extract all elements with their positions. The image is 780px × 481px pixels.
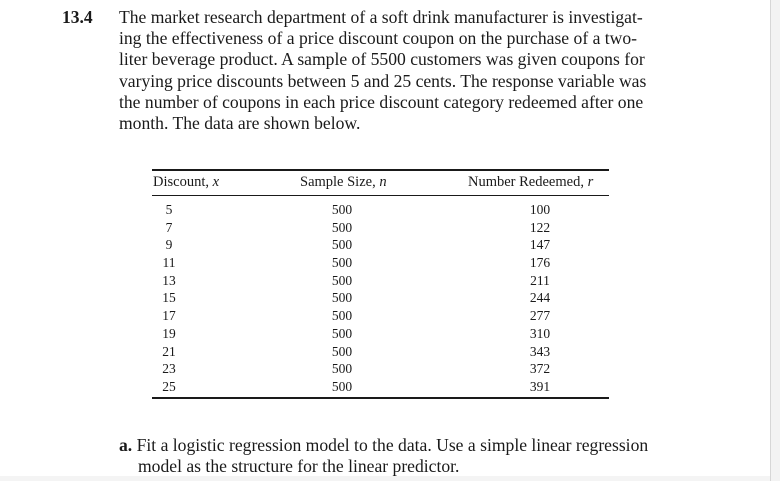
- sample-size-cell: 500: [331, 343, 353, 359]
- number-redeemed-column: [520, 201, 560, 396]
- sample-size-cell: 500: [331, 290, 353, 306]
- redeemed-cell: 372: [529, 361, 551, 377]
- discount-cell: 13: [162, 272, 176, 288]
- side-panel: [771, 0, 780, 481]
- discount-cell: 23: [162, 361, 176, 377]
- cut-off-text-edge: [119, 476, 639, 481]
- header-sample-size-variable: n: [379, 174, 387, 190]
- redeemed-cell: 391: [529, 378, 551, 394]
- problem-statement: [119, 7, 664, 134]
- header-number-redeemed: [468, 173, 593, 191]
- header-number-redeemed-variable: r: [587, 174, 594, 190]
- discount-cell: 11: [162, 255, 176, 271]
- redeemed-cell: 211: [530, 272, 550, 288]
- sample-size-cell: 500: [331, 255, 353, 271]
- discount-cell: 25: [162, 378, 176, 394]
- header-discount-variable: x: [212, 174, 220, 190]
- part-a-first-line: [119, 435, 679, 456]
- part-a-line1: Fit a logistic regression model to the data. Use a simple linear regression: [136, 435, 649, 455]
- part-a-question: [119, 435, 679, 476]
- part-a-line2: model as the structure for the linear predictor.: [138, 455, 460, 476]
- sample-size-cell: 500: [331, 308, 353, 324]
- redeemed-cell: 176: [529, 255, 551, 271]
- sample-size-cell: 500: [331, 272, 353, 288]
- header-number-redeemed-label: Number Redeemed,: [468, 174, 588, 190]
- sample-size-cell: 500: [331, 378, 353, 394]
- redeemed-cell: 343: [529, 343, 551, 359]
- sample-size-cell: 500: [331, 237, 353, 253]
- redeemed-cell: 122: [529, 219, 551, 235]
- discount-cell: 15: [162, 290, 176, 306]
- sample-size-cell: 500: [331, 202, 353, 217]
- discount-cell: 19: [162, 325, 176, 341]
- redeemed-cell: 100: [529, 202, 551, 217]
- discount-cell: 17: [162, 308, 176, 324]
- problem-line: month. The data are shown below.: [119, 113, 361, 134]
- problem-line: the number of coupons in each price discount category redeemed after one: [119, 91, 644, 112]
- header-sample-size: [300, 173, 387, 191]
- coupon-data-table: [152, 169, 609, 399]
- sample-size-column: [322, 201, 362, 396]
- problem-line: The market research department of a soft drink manufacturer is investigat-: [119, 7, 643, 27]
- problem-line: varying price discounts between 5 and 25 cents. The response variable was: [119, 70, 647, 91]
- redeemed-cell: 147: [529, 237, 551, 253]
- table-header-rule: [152, 195, 609, 196]
- table-bottom-rule: [152, 397, 609, 399]
- discount-cell: 5: [165, 202, 173, 217]
- table-top-rule: [152, 169, 609, 171]
- sample-size-cell: 500: [331, 219, 353, 235]
- problem-line: ing the effectiveness of a price discount coupon on the purchase of a two-: [119, 28, 638, 49]
- redeemed-cell: 310: [529, 325, 551, 341]
- discount-cell: 7: [165, 219, 173, 235]
- header-discount-label: Discount,: [153, 174, 213, 190]
- problem-number: 13.4: [62, 7, 93, 27]
- problem-line: liter beverage product. A sample of 5500 customers was given coupons for: [119, 49, 645, 70]
- part-a-label: a.: [119, 435, 133, 455]
- sample-size-cell: 500: [331, 325, 353, 341]
- header-discount: [153, 173, 219, 191]
- discount-column: [154, 201, 184, 396]
- next-question-partial: [119, 476, 639, 481]
- discount-cell: 9: [165, 237, 173, 253]
- sample-size-cell: 500: [331, 361, 353, 377]
- redeemed-cell: 244: [529, 290, 551, 306]
- redeemed-cell: 277: [529, 308, 551, 324]
- header-sample-size-label: Sample Size,: [300, 174, 380, 190]
- discount-cell: 21: [162, 343, 176, 359]
